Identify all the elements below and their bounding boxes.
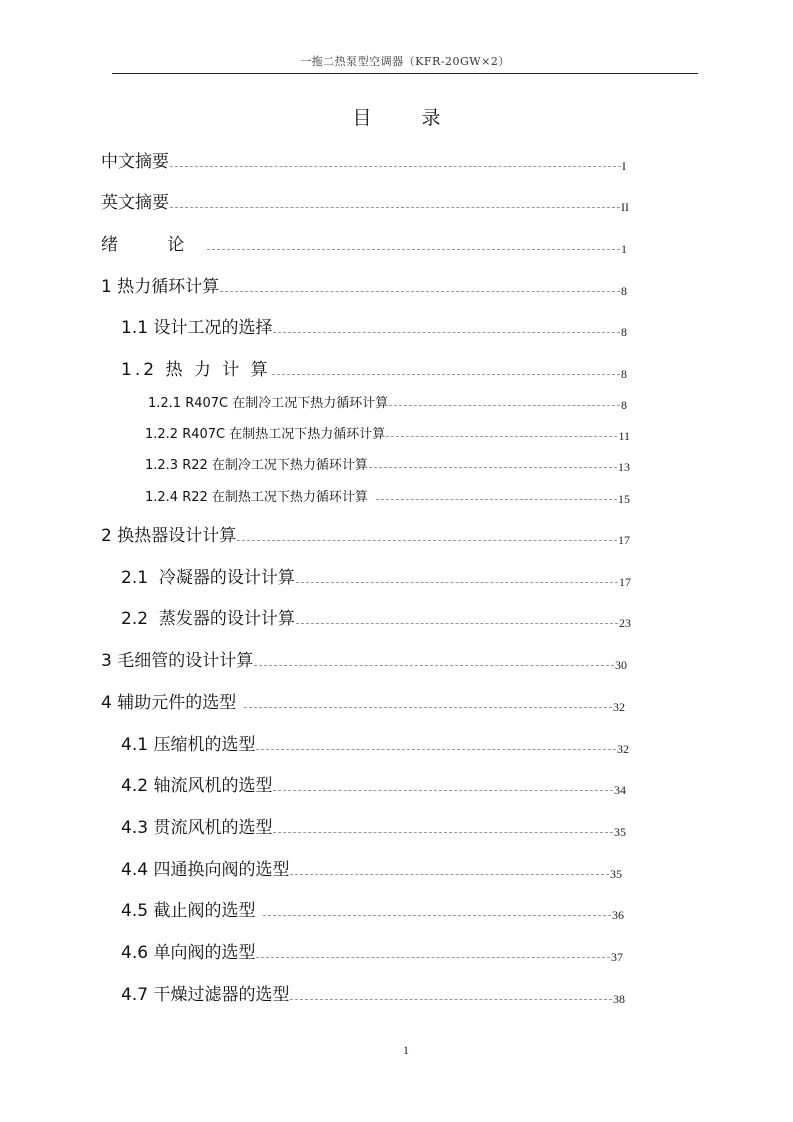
toc-entry-page: 1 <box>621 242 627 256</box>
toc-leader <box>207 249 620 250</box>
toc-entry-page: 30 <box>615 658 627 672</box>
toc-entry-label: 英文摘要 <box>101 193 169 213</box>
toc-entry-label: 1.2.1 R407C 在制冷工况下热力循环计算 <box>148 396 389 411</box>
toc-entry-label: 2 换热器设计计算 <box>101 526 237 546</box>
toc-entry-page: 8 <box>621 325 627 339</box>
toc-leader <box>376 499 617 500</box>
toc-entry[interactable] <box>121 730 629 755</box>
toc-entry[interactable] <box>101 272 627 297</box>
toc-leader <box>237 540 617 541</box>
toc-entry-label: 4.2 轴流风机的选型 <box>121 776 273 796</box>
toc-leader <box>256 749 616 750</box>
toc-entry-label: 1.2 热 力 计 算 <box>121 360 271 380</box>
toc-entry-page: II <box>621 200 629 214</box>
toc-entry-page: 35 <box>610 867 622 881</box>
toc-leader <box>369 467 617 468</box>
toc-entry[interactable] <box>121 938 623 963</box>
toc-entry-page: 8 <box>621 367 627 381</box>
toc-entry-page: 11 <box>618 429 630 443</box>
toc-entry-page: 32 <box>617 742 629 756</box>
toc-entry-page: 8 <box>621 398 627 412</box>
toc-leader <box>220 291 620 292</box>
toc-entry-label: 4.6 单向阀的选型 <box>121 943 256 963</box>
toc-leader <box>273 332 620 333</box>
toc-entry[interactable] <box>121 855 622 880</box>
toc-leader <box>170 207 620 208</box>
toc-entry-label: 绪 论 <box>101 235 207 255</box>
toc-entry[interactable] <box>101 230 627 255</box>
toc-entry[interactable] <box>148 392 627 411</box>
toc-entry-page: 13 <box>618 460 630 474</box>
toc-entry[interactable] <box>101 688 625 713</box>
toc-leader <box>254 665 614 666</box>
toc-entry[interactable] <box>101 521 630 546</box>
page-number: 1 <box>403 1043 409 1057</box>
toc-entry-label: 4.1 压缩机的选型 <box>121 735 256 755</box>
toc-entry-label: 中文摘要 <box>101 152 169 172</box>
toc-leader <box>272 374 620 375</box>
toc-leader <box>386 436 617 437</box>
toc-entry[interactable] <box>121 813 626 838</box>
toc-leader <box>273 790 613 791</box>
toc-entry[interactable] <box>121 313 627 338</box>
toc-entry-page: 35 <box>614 825 626 839</box>
toc-entry[interactable] <box>121 355 627 380</box>
toc-entry-label: 2.2 蒸发器的设计计算 <box>121 609 295 629</box>
toc-entry-label: 4.3 贯流风机的选型 <box>121 818 273 838</box>
toc-entry-page: 17 <box>619 575 631 589</box>
toc-entry-page: 23 <box>619 616 631 630</box>
toc-entry[interactable] <box>145 486 630 505</box>
toc-entry-label: 2.1 冷凝器的设计计算 <box>121 568 295 588</box>
toc-leader <box>389 405 620 406</box>
toc-entry[interactable] <box>121 604 631 629</box>
toc-entry[interactable] <box>121 896 624 921</box>
toc-leader <box>256 957 610 958</box>
toc-leader <box>296 623 618 624</box>
toc-leader <box>170 166 621 167</box>
toc-entry-label: 1.1 设计工况的选择 <box>121 318 273 338</box>
toc-entry[interactable] <box>121 771 626 796</box>
toc-entry-page: 37 <box>611 950 623 964</box>
toc-entry-label: 1.2.4 R22 在制热工况下热力循环计算 <box>145 490 368 505</box>
toc-leader <box>290 999 612 1000</box>
toc-entry-page: 15 <box>618 492 630 506</box>
toc-entry-label: 4.4 四通换向阀的选型 <box>121 860 290 880</box>
toc-title: 目 录 <box>352 107 463 129</box>
toc-entry-label: 1.2.2 R407C 在制热工况下热力循环计算 <box>145 427 386 442</box>
toc-leader <box>296 582 618 583</box>
toc-entry[interactable] <box>121 980 625 1005</box>
toc-entry-page: 38 <box>613 992 625 1006</box>
toc-entry-page: 17 <box>618 533 630 547</box>
toc-entry-label: 4.5 截止阀的选型 <box>121 901 256 921</box>
toc-entry-label: 3 毛细管的设计计算 <box>101 651 254 671</box>
toc-entry-label: 1 热力循环计算 <box>101 277 220 297</box>
toc-entry[interactable] <box>145 454 630 473</box>
toc-leader <box>273 832 613 833</box>
toc-entry-page: 34 <box>614 783 626 797</box>
toc-entry-page: 8 <box>621 284 627 298</box>
running-header: 一拖二热泵型空调器（KFR-20GW×2） <box>300 55 510 68</box>
toc-leader <box>290 874 609 875</box>
header-rule <box>112 73 698 74</box>
toc-leader <box>263 915 611 916</box>
toc-entry[interactable] <box>101 188 629 213</box>
toc-entry-page: 36 <box>612 908 624 922</box>
toc-leader <box>244 707 612 708</box>
toc-entry-page: 32 <box>613 700 625 714</box>
toc-entry[interactable] <box>101 646 627 671</box>
toc-entry[interactable] <box>101 147 626 172</box>
toc-entry[interactable] <box>121 563 631 588</box>
toc-entry-label: 4.7 干燥过滤器的选型 <box>121 985 290 1005</box>
toc-entry[interactable] <box>145 423 630 442</box>
toc-entry-page: I <box>622 159 626 173</box>
toc-entry-label: 1.2.3 R22 在制冷工况下热力循环计算 <box>145 458 368 473</box>
toc-entry-label: 4 辅助元件的选型 <box>101 693 237 713</box>
